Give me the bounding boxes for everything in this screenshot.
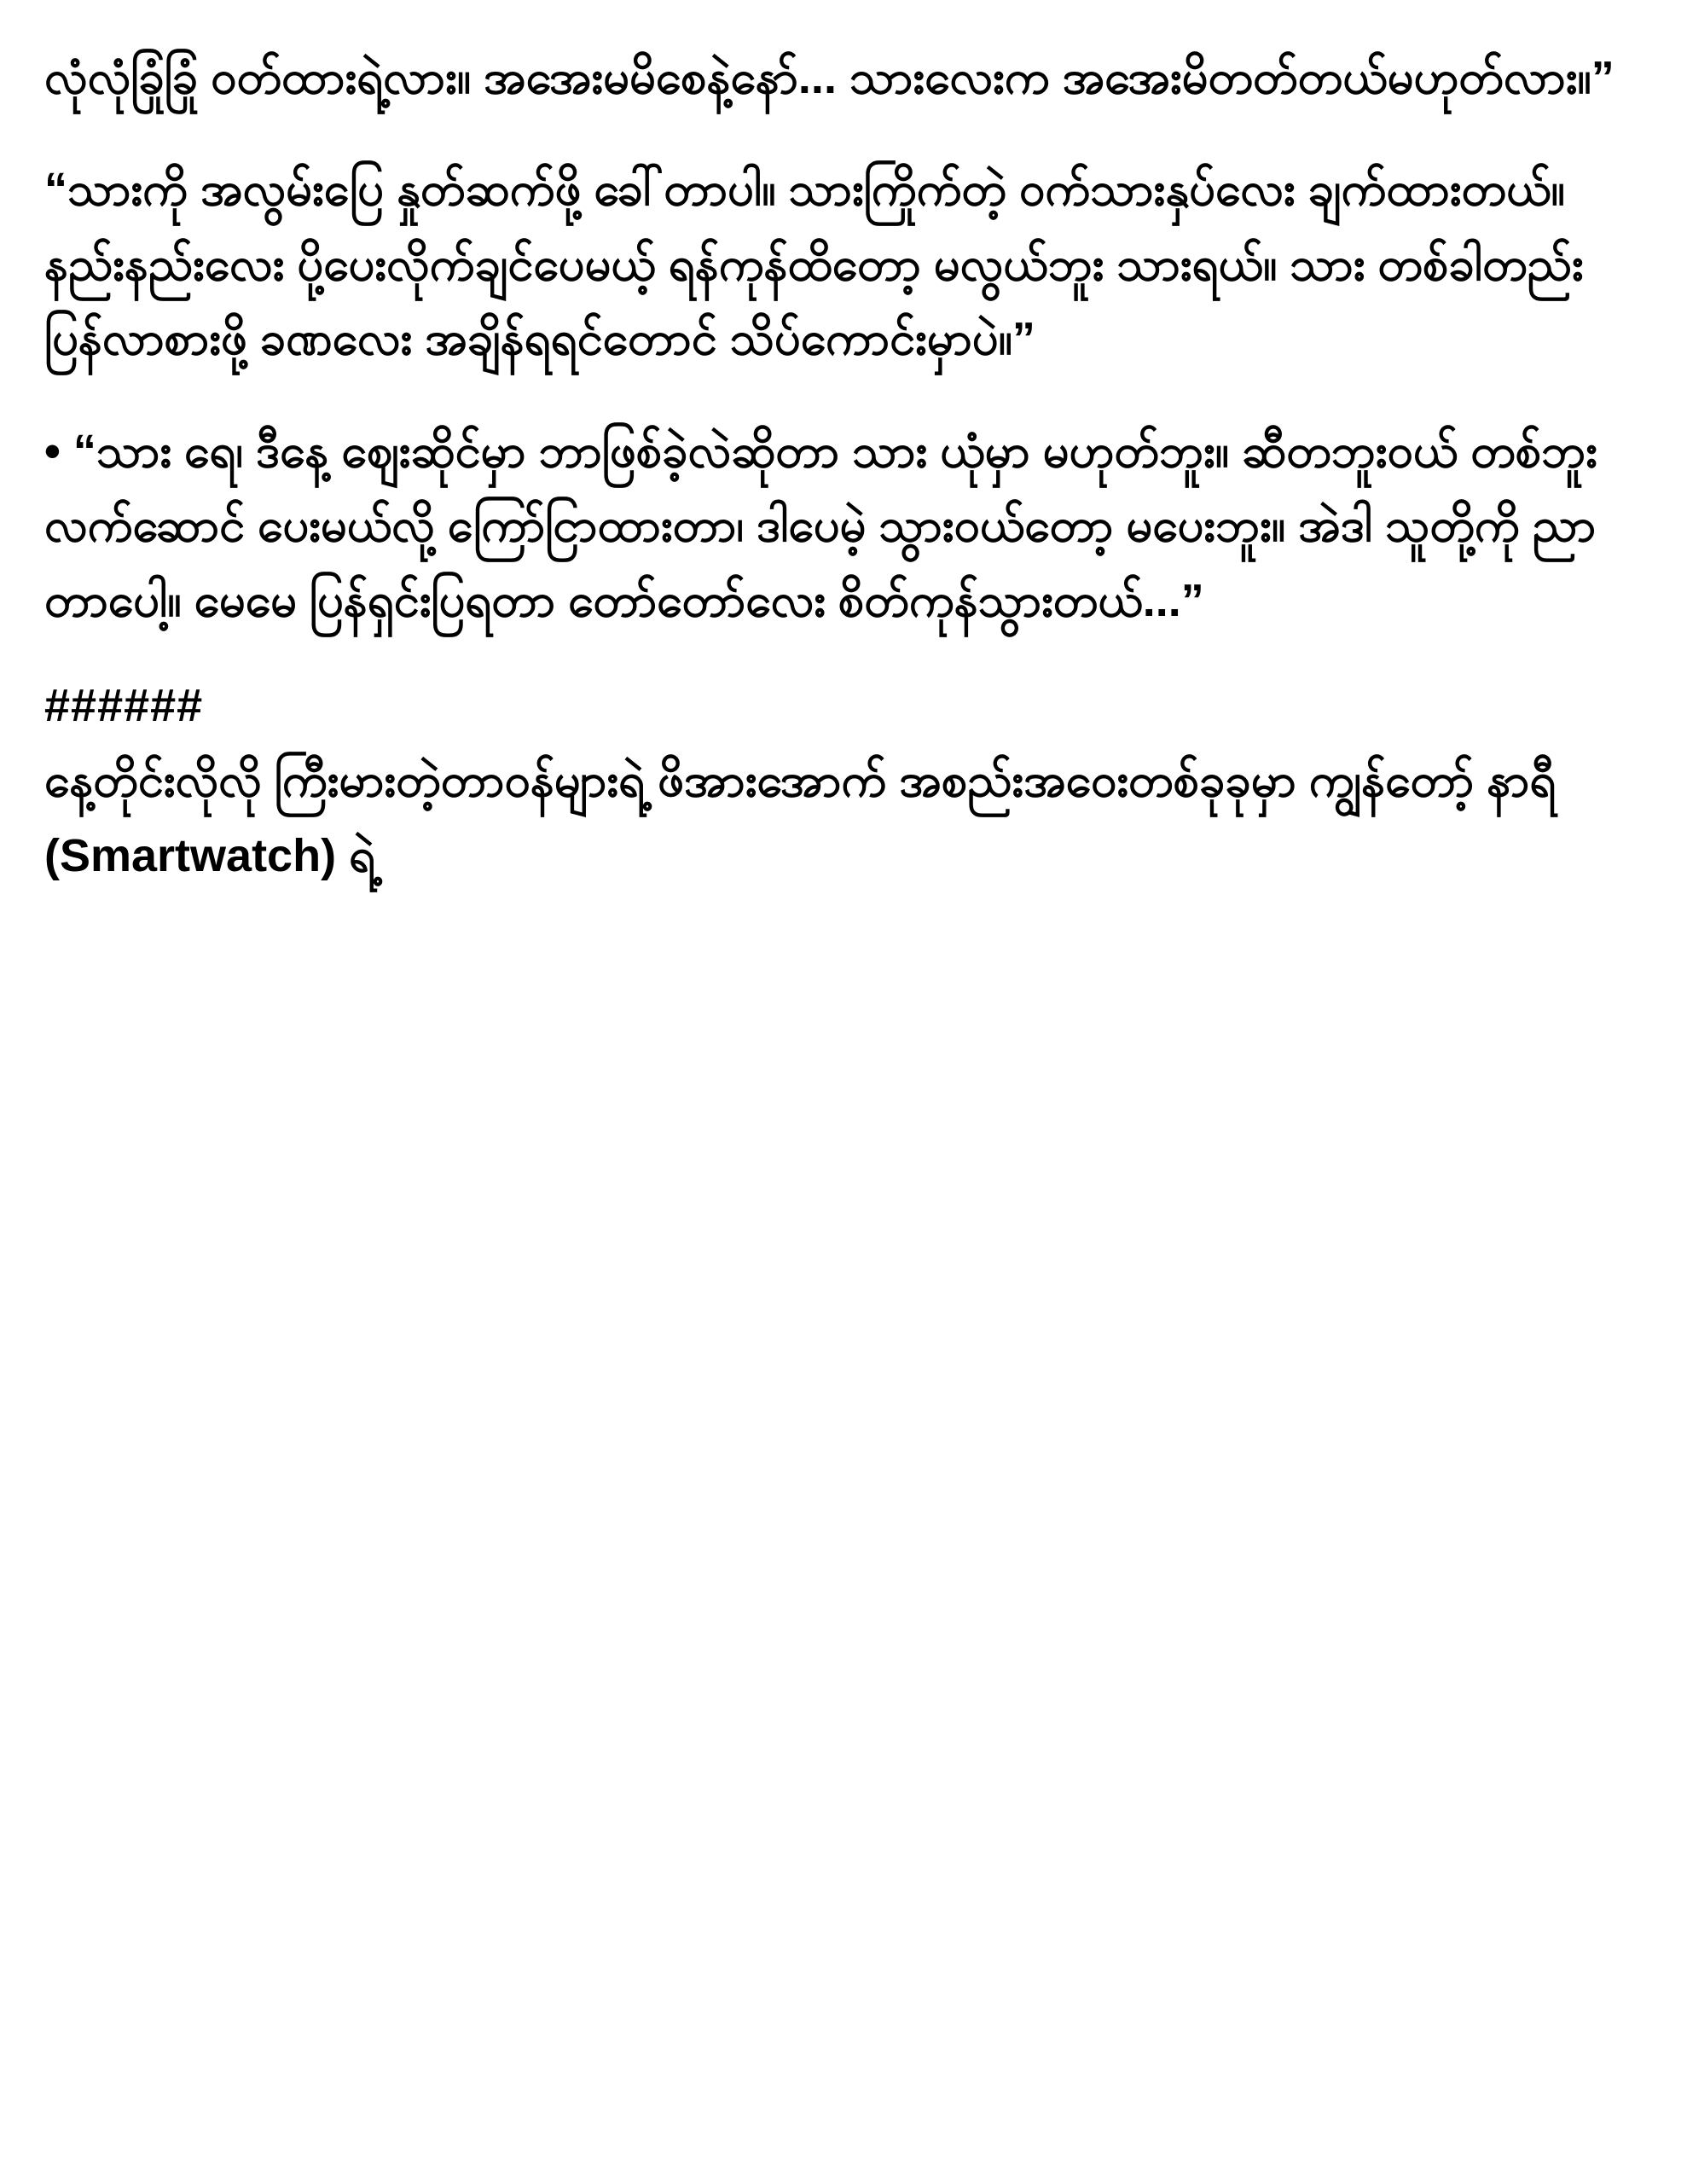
paragraph-3-bulleted: • “သား ရေ၊ ဒီနေ့ ဈေးဆိုင်မှာ ဘာဖြစ်ခဲ့လဲဆိုတာ သား ယုံမှာ မဟုတ်ဘူး။ ဆီတဘူးဝယ် တစ်ဘူးလက်ဆောင် ပေးမယ်လို့ ကြော်ငြာထားတာ၊ ဒါပေမဲ့ သွားဝယ်တော့ မပေးဘူး။ အဲဒါ သူတို့ကို ညာတာပေါ့။ မေမေ ပြန်ရှင်းပြရတာ တော်တော်လေး စိတ်ကုန်သွားတယ်...” xyxy=(44,425,1597,626)
section-separator-block xyxy=(44,676,1636,893)
paragraph-4: နေ့တိုင်းလိုလို ကြီးမားတဲ့တာဝန်များရဲ့ ဖိအားအောက် အစည်းအဝေးတစ်ခုခုမှာ ကျွန်တော့် နာရီ (Smartwatch) ရဲ့ xyxy=(44,755,1557,881)
paragraph-1: လုံလုံခြုံခြုံ ဝတ်ထားရဲ့လား။ အအေးမမိစေနဲ့နော်... သားလေးက အအေးမိတတ်တယ်မဟုတ်လား။” xyxy=(44,52,1615,103)
hash-separator: ###### xyxy=(44,680,204,732)
paragraph-2: “သားကို အလွမ်းပြေ နှုတ်ဆက်ဖို့ ခေါ်တာပါ။ သားကြိုက်တဲ့ ဝက်သားနှပ်လေး ချက်ထားတယ်။ နည်းနည်းလေး ပို့ပေးလိုက်ချင်ပေမယ့် ရန်ကုန်ထိတော့ မလွယ်ဘူး သားရယ်။ သား တစ်ခါတည်း ပြန်လာစားဖို့ ခဏလေး အချိန်ရရင်တောင် သိပ်ကောင်းမှာပဲ။” xyxy=(44,164,1584,365)
